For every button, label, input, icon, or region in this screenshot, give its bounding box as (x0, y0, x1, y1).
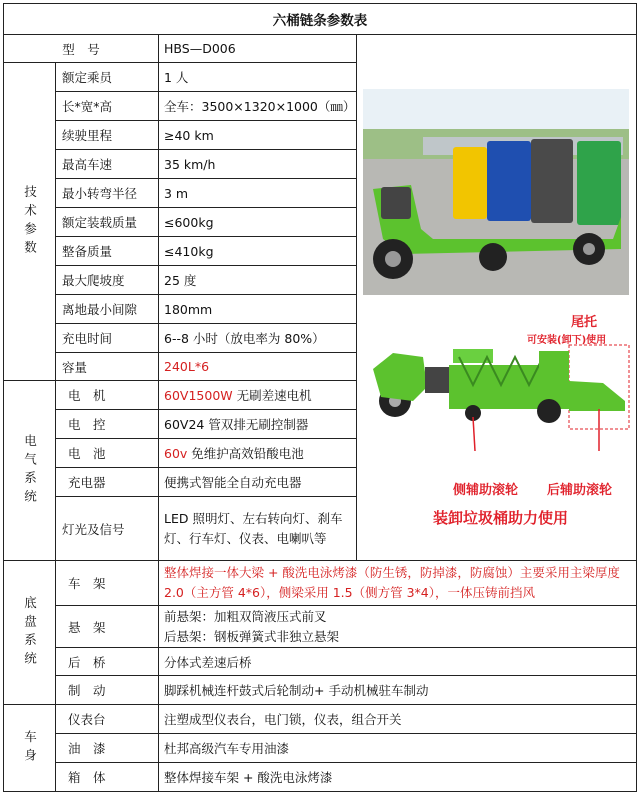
tail-label: 尾托 (571, 315, 598, 330)
category-chassis: 底盘系统 (4, 561, 56, 705)
model-label: 型 号 (4, 35, 159, 63)
row-value: LED 照明灯、左右转向灯、刹车灯、行车灯、仪表、电喇叭等 (159, 497, 357, 561)
product-images (357, 35, 637, 561)
row-value-line: 前悬架：加粗双筒液压式前叉 (164, 608, 327, 624)
row-value-highlight: 60v (164, 446, 188, 461)
row-label: 电 机 (56, 381, 159, 410)
row-value: 分体式差速后桥 (159, 648, 637, 676)
row-label: 长*宽*高 (56, 92, 159, 121)
row-value-text: 免维护高效铅酸电池 (187, 446, 304, 461)
row-value: ≥40 km (159, 121, 357, 150)
row-value: 脚踩机械连杆鼓式后轮制动+ 手动机械驻车制动 (159, 676, 637, 705)
row-label: 整备质量 (56, 237, 159, 266)
model-value: HBS—D006 (159, 35, 357, 63)
tail-sublabel: 可安装(卸下)使用 (527, 335, 607, 346)
category-elec: 电气系统 (4, 381, 56, 561)
row-value (159, 439, 357, 468)
row-label: 箱 体 (56, 763, 159, 792)
row-value: 全车：3500×1320×1000（㎜） (159, 92, 357, 121)
row-value: 便携式智能全自动充电器 (159, 468, 357, 497)
row-value: 6--8 小时（放电率为 80%） (159, 324, 357, 353)
category-body: 车身 (4, 705, 56, 792)
row-label: 后 桥 (56, 648, 159, 676)
rear-roller-label: 后辅助滚轮 (547, 483, 613, 498)
row-label: 最大爬坡度 (56, 266, 159, 295)
row-label: 电 池 (56, 439, 159, 468)
row-label: 离地最小间隙 (56, 295, 159, 324)
row-label: 灯光及信号 (56, 497, 159, 561)
row-label: 最高车速 (56, 150, 159, 179)
row-value: 整体焊接一体大梁 + 酸洗电泳烤漆（防生锈，防掉漆，防腐蚀）主要采用主梁厚度 2.0（主方管 4*6），侧梁采用 1.5（侧方管 3*4），一体压铸前挡风 (159, 561, 637, 606)
row-value: 25 度 (159, 266, 357, 295)
row-value: ≤600kg (159, 208, 357, 237)
table-title: 六桶链条参数表 (4, 4, 637, 35)
row-label: 制 动 (56, 676, 159, 705)
row-value: ≤410kg (159, 237, 357, 266)
row-value-highlight: 60V1500W (164, 388, 233, 403)
caption-label: 装卸垃圾桶助力使用 (433, 509, 569, 527)
row-value: 35 km/h (159, 150, 357, 179)
category-tech: 技术参数 (4, 63, 56, 381)
row-label: 悬 架 (56, 606, 159, 648)
row-value (159, 381, 357, 410)
row-label: 充电时间 (56, 324, 159, 353)
row-label: 电 控 (56, 410, 159, 439)
row-label: 续驶里程 (56, 121, 159, 150)
row-value-text: 无刷差速电机 (232, 388, 312, 403)
row-value: 3 m (159, 179, 357, 208)
spec-table (3, 3, 637, 792)
row-value-line: 后悬架：钢板弹簧式非独立悬架 (164, 628, 340, 644)
row-value: 杜邦高级汽车专用油漆 (159, 734, 637, 763)
row-label: 容量 (56, 353, 159, 381)
row-value: 240L*6 (159, 353, 357, 381)
row-label: 车 架 (56, 561, 159, 606)
row-value: 180mm (159, 295, 357, 324)
side-roller-label: 侧辅助滚轮 (453, 483, 519, 498)
row-value: 注塑成型仪表台，电门锁，仪表，组合开关 (159, 705, 637, 734)
row-label: 仪表台 (56, 705, 159, 734)
row-label: 最小转弯半径 (56, 179, 159, 208)
row-label: 额定装载质量 (56, 208, 159, 237)
row-label: 额定乘员 (56, 63, 159, 92)
row-label: 油 漆 (56, 734, 159, 763)
row-value: 1 人 (159, 63, 357, 92)
vehicle-photo (363, 89, 629, 295)
row-value: 60V24 管双排无刷控制器 (159, 410, 357, 439)
row-label: 充电器 (56, 468, 159, 497)
row-value (159, 606, 637, 648)
row-value: 整体焊接车架 + 酸洗电泳烤漆 (159, 763, 637, 792)
